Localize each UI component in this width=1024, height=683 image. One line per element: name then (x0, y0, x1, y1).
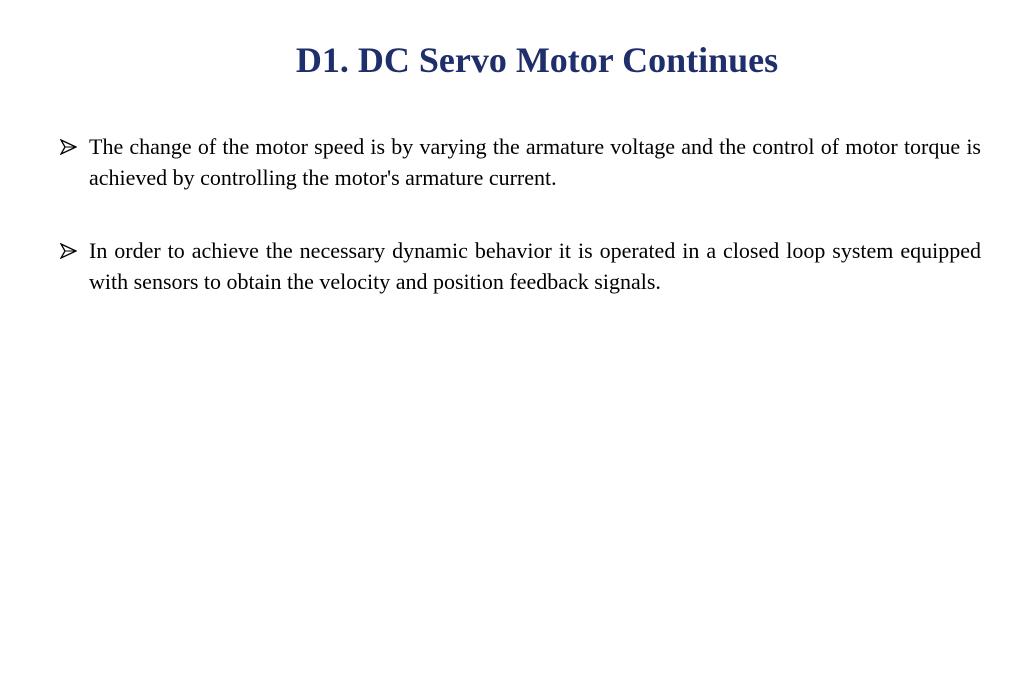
arrowhead-bullet-icon (60, 235, 80, 266)
bullet-item (60, 235, 981, 297)
bullet-text: The change of the motor speed is by varying the armature voltage and the control of motor torque is achieved by controlling the motor's armature current. (89, 134, 981, 190)
bullet-text: In order to achieve the necessary dynamic behavior it is operated in a closed loop system equipped with sensors to obtain the velocity and position feedback signals. (89, 238, 981, 294)
arrowhead-bullet-icon (60, 131, 80, 162)
bullet-list (60, 131, 981, 339)
bullet-item (60, 131, 981, 193)
slide-title: D1. DC Servo Motor Continues (295, 40, 779, 80)
